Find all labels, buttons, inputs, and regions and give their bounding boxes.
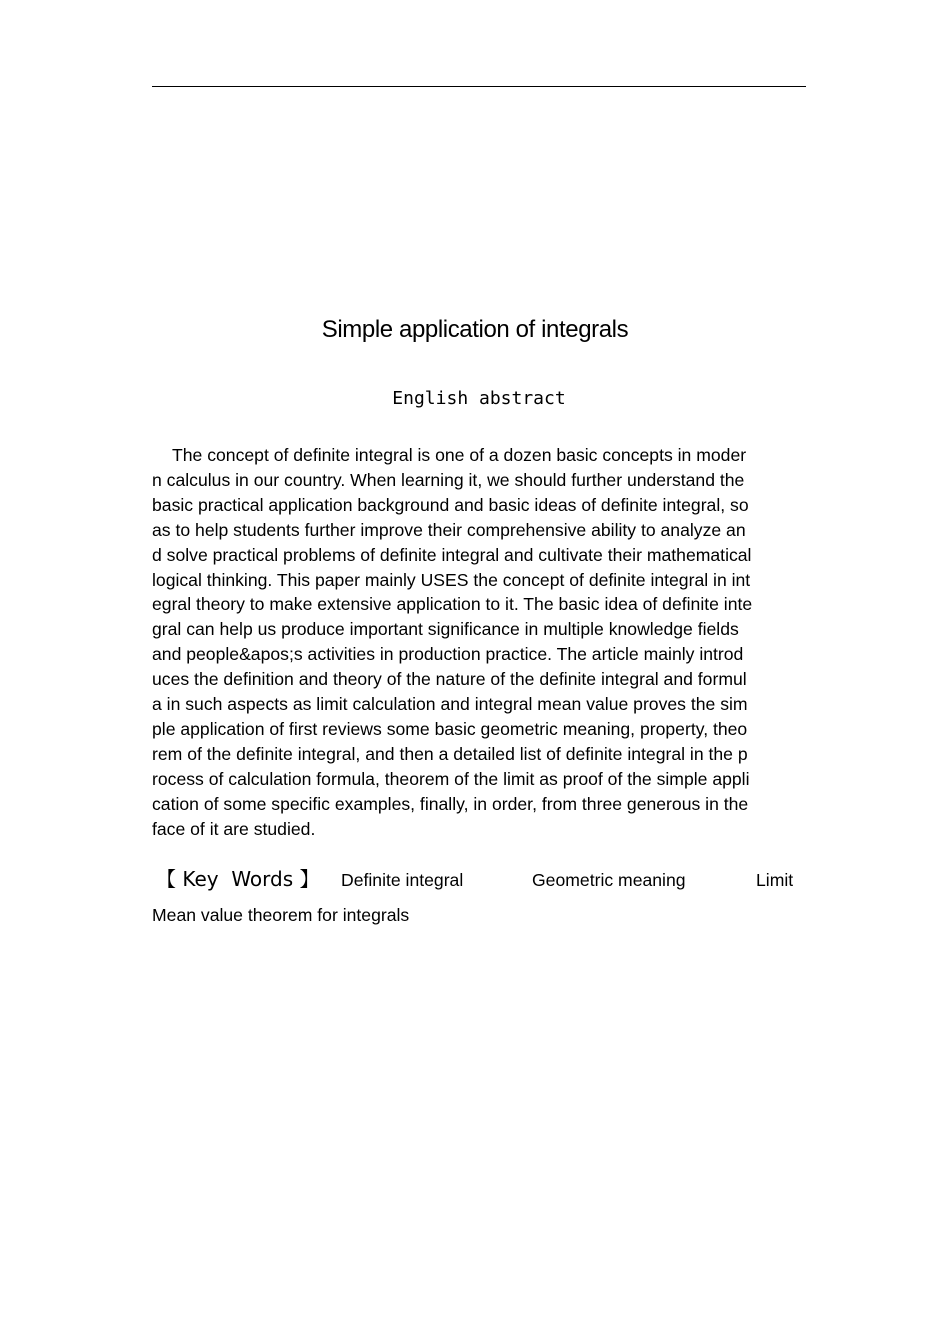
abstract-line: n calculus in our country. When learning it, we should further understand the xyxy=(152,469,745,490)
keywords-section xyxy=(152,864,812,896)
abstract-line: logical thinking. This paper mainly USES the concept of definite integral in int xyxy=(152,569,751,590)
abstract-line: basic practical application background and basic ideas of definite integral, so xyxy=(152,494,749,515)
abstract-line: The concept of definite integral is one of a dozen basic concepts in moder xyxy=(172,445,747,465)
abstract-line: gral can help us produce important significance in multiple knowledge fields xyxy=(152,619,739,640)
keyword-item: Definite integral xyxy=(341,870,464,890)
abstract-line: face of it are studied. xyxy=(152,818,316,839)
abstract-body xyxy=(152,443,812,842)
abstract-line: egral theory to make extensive application to it. The basic idea of definite inte xyxy=(152,594,753,615)
header-rule xyxy=(152,86,806,87)
abstract-line: as to help students further improve their comprehensive ability to analyze an xyxy=(152,519,746,540)
keyword-item: Mean value theorem for integrals xyxy=(152,905,410,925)
abstract-line: ple application of first reviews some basic geometric meaning, property, theo xyxy=(152,718,748,739)
keywords-label: 【 Key Words 】 xyxy=(156,867,320,891)
keyword-item: Geometric meaning xyxy=(532,870,686,890)
abstract-line: cation of some specific examples, finally, in order, from three generous in the xyxy=(152,793,749,814)
abstract-heading: English abstract xyxy=(392,388,566,409)
keyword-item: Limit xyxy=(756,870,794,890)
paper-title: Simple application of integrals xyxy=(321,316,629,343)
abstract-line: and people&apos;s activities in production practice. The article mainly introd xyxy=(152,644,744,665)
abstract-line: rocess of calculation formula, theorem of the limit as proof of the simple appli xyxy=(152,768,750,789)
abstract-line: d solve practical problems of definite integral and cultivate their mathematical xyxy=(152,544,752,565)
abstract-line: rem of the definite integral, and then a detailed list of definite integral in the p xyxy=(152,743,748,764)
abstract-line: uces the definition and theory of the nature of the definite integral and formul xyxy=(152,669,747,690)
abstract-line: a in such aspects as limit calculation and integral mean value proves the sim xyxy=(152,694,748,715)
